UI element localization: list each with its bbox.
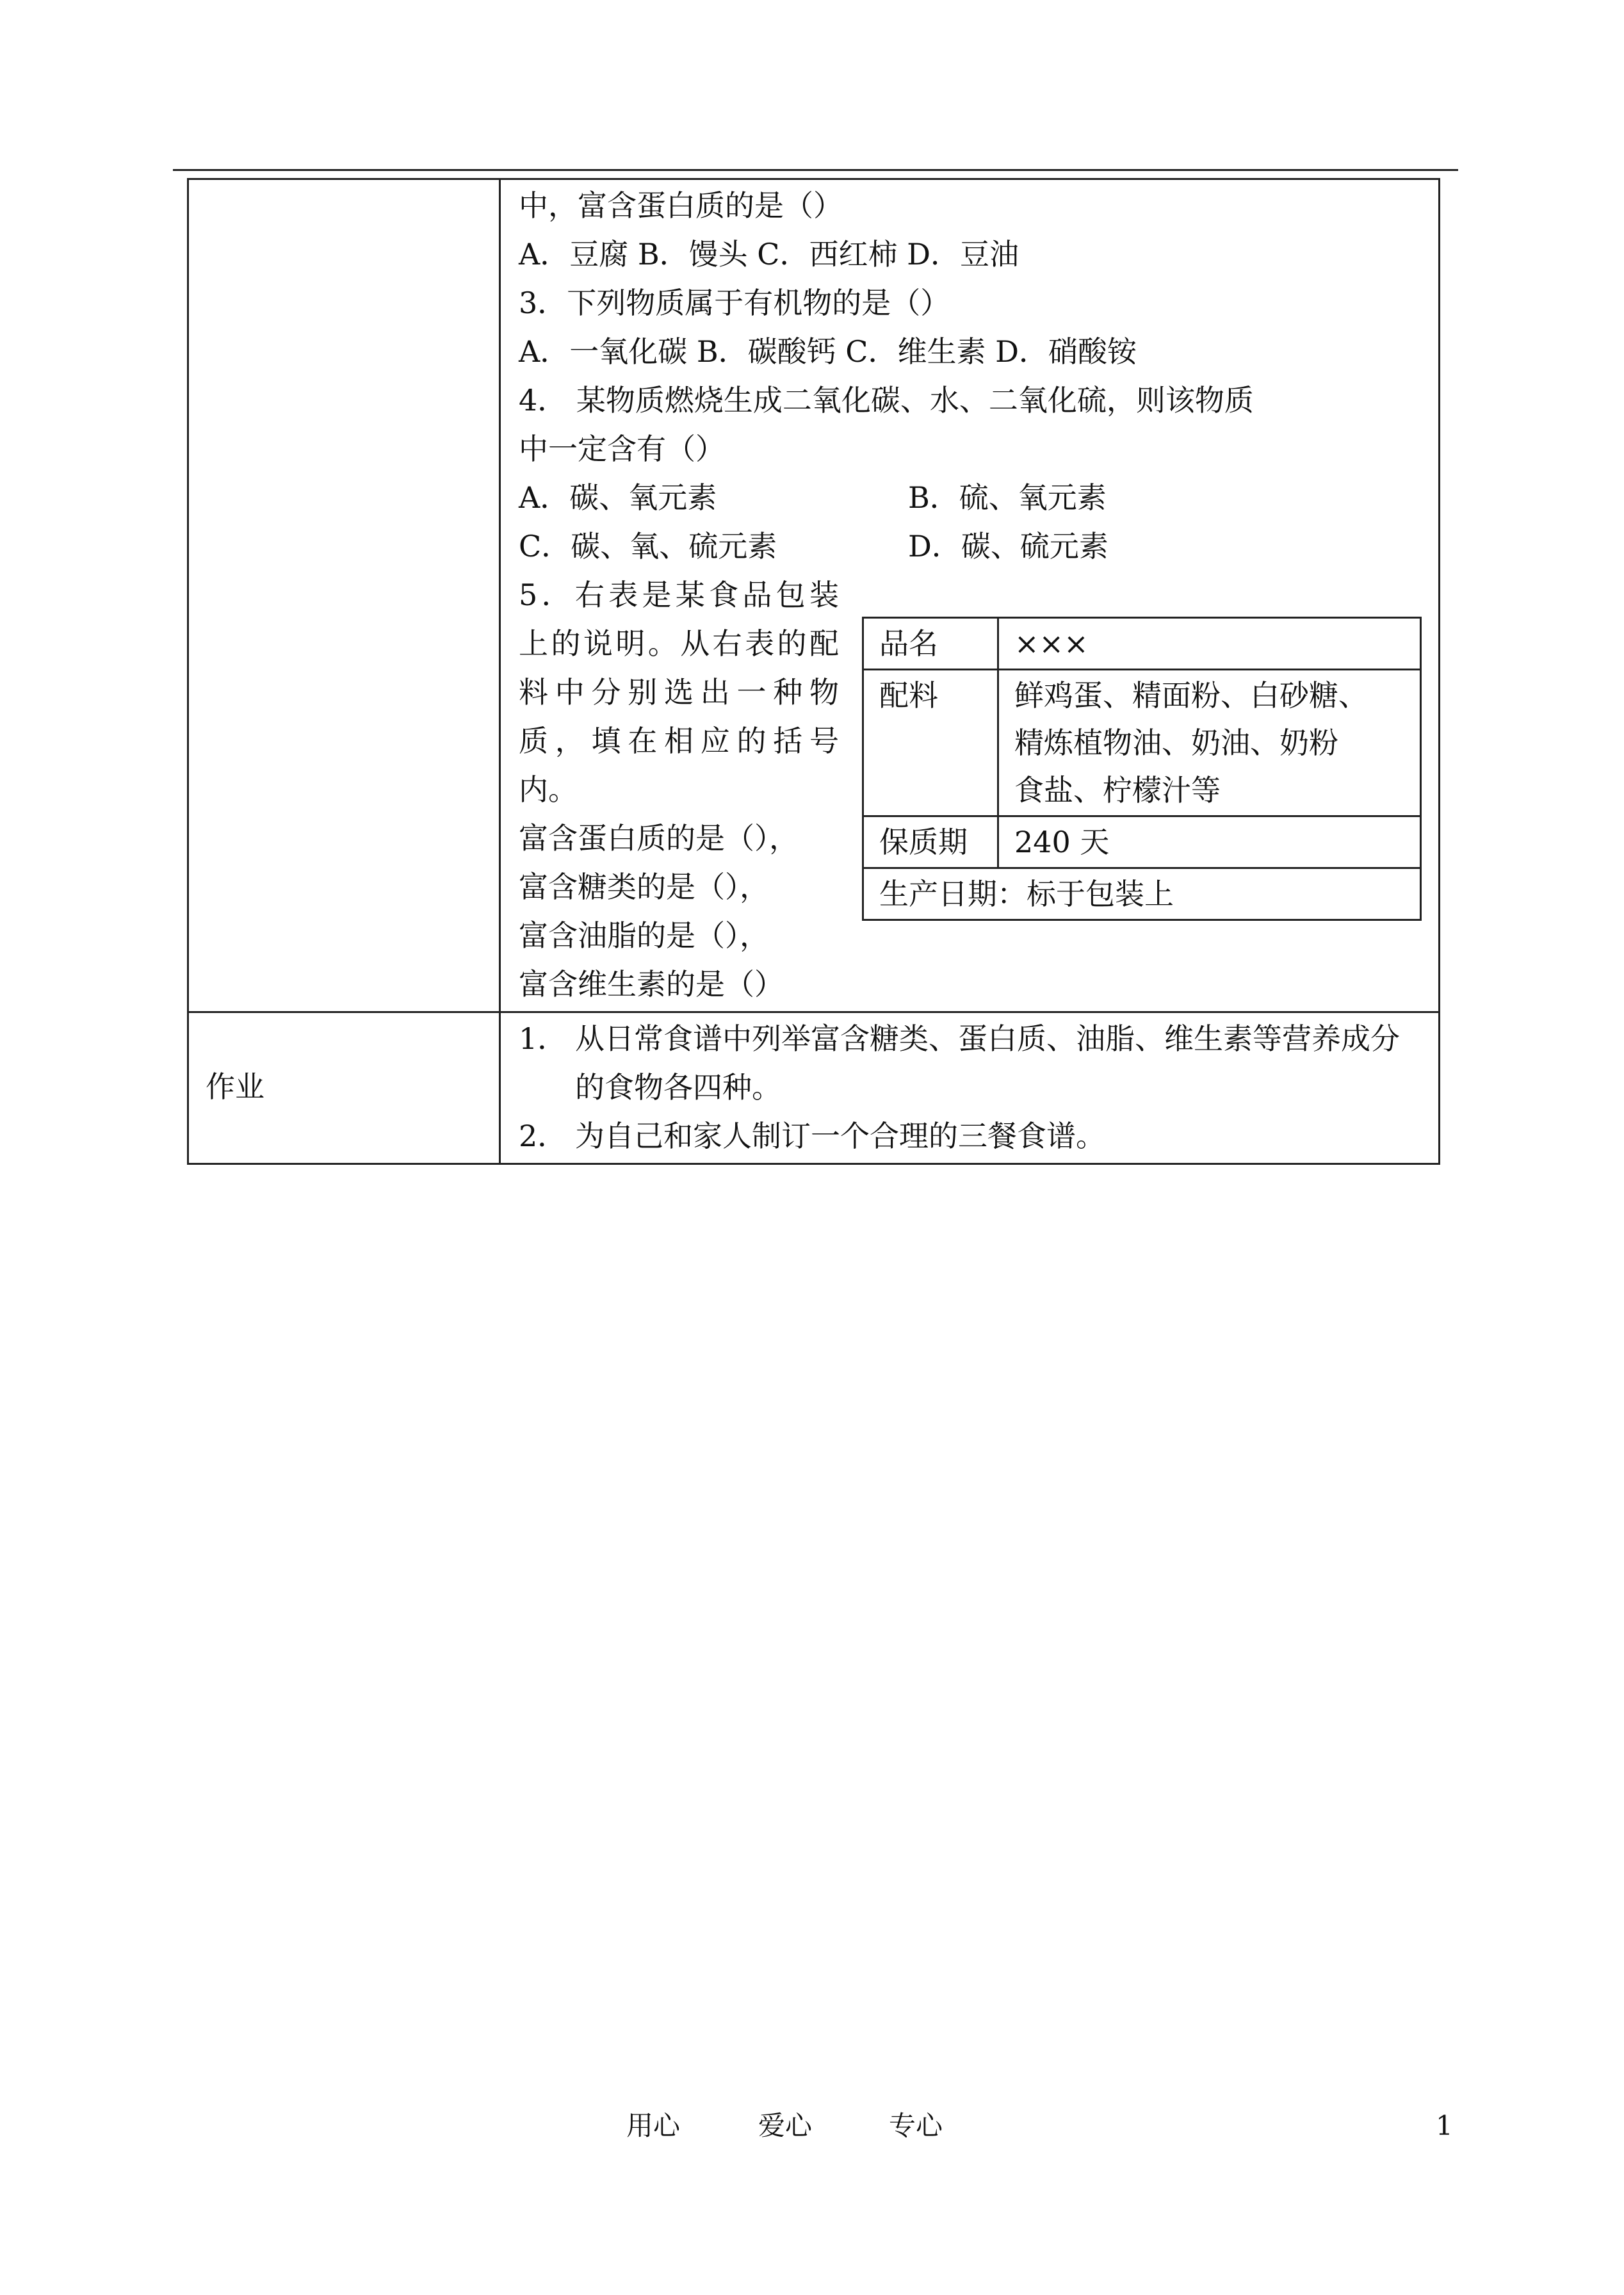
footer-right: 专心 <box>889 2110 943 2141</box>
ingredients-line: 食盐、柠檬汁等 <box>1014 773 1221 807</box>
exercise-label-cell <box>188 179 500 1012</box>
q4-option-b: B．硫、氧元素 <box>908 480 1107 515</box>
q4-option-c: C．碳、氧、硫元素 <box>519 529 777 564</box>
homework-item-number: 2． <box>519 1119 567 1153</box>
q4-stem-line-2: 中一定含有（） <box>519 432 725 466</box>
food-ingredients-label: 配料 <box>863 670 998 816</box>
food-name-label: 品名 <box>863 618 998 670</box>
q5-line: 5．右表是某食品包装 <box>519 578 839 612</box>
food-shelf-row <box>863 816 1421 868</box>
q4-option-d: D．碳、硫元素 <box>908 529 1108 564</box>
q5-block <box>519 571 1422 1009</box>
q5-blank-fat: 富含油脂的是（）， <box>519 918 769 953</box>
q4-option-a: A．碳、氧元素 <box>519 480 717 515</box>
page-number: 1 <box>1436 2110 1453 2141</box>
q3-options: A．一氧化碳 B．碳酸钙 C．维生素 D．硝酸铵 <box>519 334 1137 369</box>
food-name-value: ××× <box>998 618 1421 670</box>
q4-options-row-1 <box>519 473 1422 522</box>
exercise-row <box>188 179 1440 1012</box>
footer-middle: 爱心 <box>758 2110 813 2141</box>
q5-line: 内。 <box>519 772 578 807</box>
q5-line: 质，填在相应的括号 <box>519 724 839 758</box>
q4-stem-line-1: 4． 某物质燃烧生成二氧化碳、水、二氧化硫，则该物质 <box>519 383 1254 418</box>
q5-text <box>519 571 862 1009</box>
homework-label-cell <box>188 1012 500 1164</box>
food-label-table <box>862 617 1422 921</box>
ingredients-line: 鲜鸡蛋、精面粉、白砂糖、 <box>1014 678 1368 713</box>
q2-tail: 中，富含蛋白质的是（） <box>519 188 843 223</box>
homework-item <box>519 1112 1422 1160</box>
homework-content-cell <box>500 1012 1440 1164</box>
homework-item-text: 为自己和家人制订一个合理的三餐食谱。 <box>575 1119 1105 1153</box>
q3-stem: 3．下列物质属于有机物的是（） <box>519 286 950 320</box>
q4-options-row-2 <box>519 522 1422 571</box>
food-ingredients-value <box>998 670 1421 816</box>
food-ingredients-row <box>863 670 1421 816</box>
food-production-date: 生产日期：标于包装上 <box>863 868 1421 920</box>
food-date-row <box>863 868 1421 920</box>
homework-item-number: 1． <box>519 1021 567 1056</box>
homework-item-text: 从日常食谱中列举富含糖类、蛋白质、油脂、维生素等营养成分的食物各四种。 <box>575 1021 1400 1105</box>
homework-label: 作业 <box>206 1069 264 1104</box>
food-shelf-label: 保质期 <box>863 816 998 868</box>
q2-options: A．豆腐 B．馒头 C．西红柿 D．豆油 <box>519 237 1019 272</box>
homework-row <box>188 1012 1440 1164</box>
lesson-table <box>187 178 1440 1165</box>
q5-line: 上的说明。从右表的配 <box>519 626 839 661</box>
homework-item <box>519 1014 1422 1112</box>
exercise-content-cell <box>500 179 1440 1012</box>
ingredients-line: 精炼植物油、奶油、奶粉 <box>1014 726 1338 760</box>
q5-blank-vitamin: 富含维生素的是（） <box>519 967 784 1002</box>
food-name-row <box>863 618 1421 670</box>
food-shelf-value: 240 天 <box>998 816 1421 868</box>
q5-blank-protein: 富含蛋白质的是（）， <box>519 821 799 856</box>
footer-left: 用心 <box>626 2110 681 2141</box>
header-rule <box>173 169 1458 171</box>
q5-blank-sugar: 富含糖类的是（）， <box>519 870 769 904</box>
q5-line: 料中分别选出一种物 <box>519 675 839 710</box>
